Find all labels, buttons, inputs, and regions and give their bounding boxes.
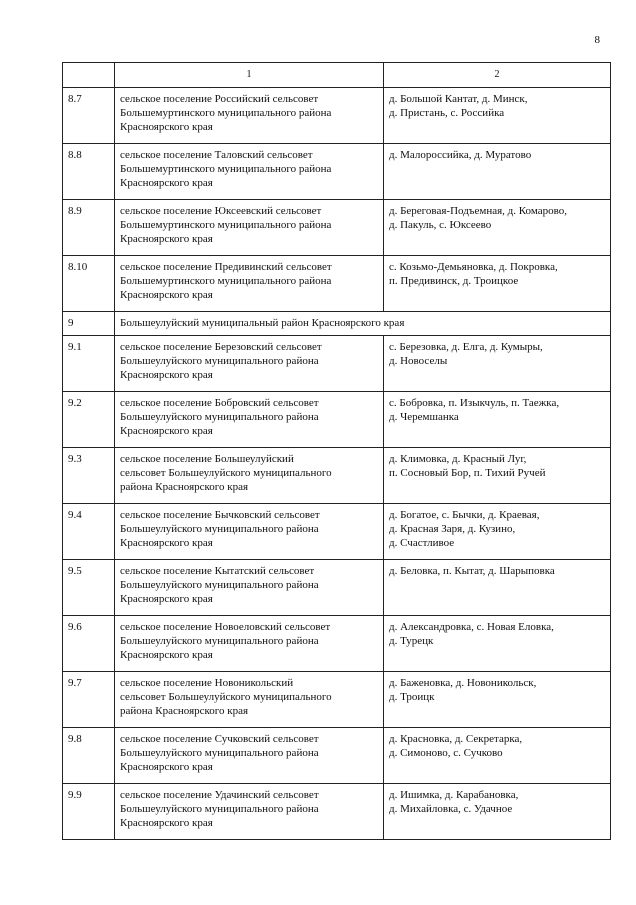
row-number: 9.8: [63, 728, 115, 784]
row-number: 9.7: [63, 672, 115, 728]
table-header-row: [63, 63, 611, 88]
row-number: 8.7: [63, 88, 115, 144]
settlements-list: [384, 392, 611, 448]
settlements-list-text: д. Баженовка, д. Новоникольск, д. Троицк: [389, 677, 537, 703]
settlements-list-text: д. Богатое, с. Бычки, д. Краевая, д. Красная Заря, д. Кузино, д. Счастливое: [389, 509, 540, 549]
municipality-name-text: сельское поселение Бобровский сельсовет Большеулуйского муниципального района Красноярского края: [120, 397, 319, 437]
municipality-name-text: сельское поселение Удачинский сельсовет Большеулуйского муниципального района Красноярского края: [120, 789, 319, 829]
municipality-name-text: сельское поселение Березовский сельсовет Большеулуйского муниципального района Красноярского края: [120, 341, 322, 381]
settlements-list-text: д. Ишимка, д. Карабановка, д. Михайловка, с. Удачное: [389, 789, 519, 815]
municipality-name-text: сельское поселение Кытатский сельсовет Большеулуйского муниципального района Красноярского края: [120, 565, 319, 605]
settlements-list: [384, 448, 611, 504]
table-row: [63, 672, 611, 728]
row-number: 9: [63, 312, 115, 336]
row-number: 9.2: [63, 392, 115, 448]
settlements-table: [62, 62, 611, 840]
row-number: 8.10: [63, 256, 115, 312]
municipality-name-text: сельское поселение Юксеевский сельсовет Большемуртинского муниципального района Красноярского края: [120, 205, 332, 245]
settlements-list-text: с. Козьмо-Демьяновка, д. Покровка, п. Предивинск, д. Троицкое: [389, 261, 558, 287]
municipality-name: [115, 672, 384, 728]
municipality-name: [115, 256, 384, 312]
table-row: [63, 392, 611, 448]
settlements-list-text: с. Березовка, д. Елга, д. Кумыры, д. Новоселы: [389, 341, 543, 367]
page-number: 8: [594, 34, 600, 46]
table-row: [63, 256, 611, 312]
table-row: [63, 336, 611, 392]
header-cell-settlements: 2: [384, 63, 611, 88]
municipality-name-text: сельское поселение Новоникольский сельсовет Большеулуйского муниципального района Красноярского края: [120, 677, 332, 717]
settlements-list-text: д. Малороссийка, д. Муратово: [389, 149, 532, 161]
municipality-name: [115, 784, 384, 840]
municipality-name-text: сельское поселение Новоеловский сельсовет Большеулуйского муниципального района Красноярского края: [120, 621, 331, 661]
row-number: 9.3: [63, 448, 115, 504]
municipality-name: [115, 144, 384, 200]
table-row: [63, 200, 611, 256]
settlements-list-text: д. Береговая-Подъемная, д. Комарово, д. Пакуль, с. Юксеево: [389, 205, 567, 231]
table-row: [63, 728, 611, 784]
settlements-list-text: д. Беловка, п. Кытат, д. Шарыповка: [389, 565, 555, 577]
row-number: 9.1: [63, 336, 115, 392]
table-row: [63, 504, 611, 560]
municipality-name-text: сельское поселение Таловский сельсовет Большемуртинского муниципального района Красноярского края: [120, 149, 332, 189]
municipality-name: [115, 616, 384, 672]
settlements-list: [384, 672, 611, 728]
municipality-name: [115, 448, 384, 504]
settlements-list-text: д. Александровка, с. Новая Еловка, д. Турецк: [389, 621, 554, 647]
row-number: 8.9: [63, 200, 115, 256]
district-row: [63, 312, 611, 336]
municipality-name: [115, 728, 384, 784]
settlements-list: [384, 256, 611, 312]
table-row: [63, 448, 611, 504]
district-name: Большеулуйский муниципальный район Красноярского края: [115, 312, 611, 336]
row-number: 9.5: [63, 560, 115, 616]
row-number: 9.6: [63, 616, 115, 672]
settlements-list-text: д. Большой Кантат, д. Минск, д. Пристань, с. Российка: [389, 93, 528, 119]
row-number: 8.8: [63, 144, 115, 200]
settlements-list-text: д. Красновка, д. Секретарка, д. Симоново, с. Сучково: [389, 733, 523, 759]
settlements-list: [384, 560, 611, 616]
settlements-list: [384, 200, 611, 256]
settlements-list-text: с. Бобровка, п. Изыкчуль, п. Таежка, д. Черемшанка: [389, 397, 560, 423]
municipality-name-text: сельское поселение Бычковский сельсовет Большеулуйского муниципального района Красноярского края: [120, 509, 320, 549]
settlements-list: [384, 144, 611, 200]
settlements-list: [384, 336, 611, 392]
table-row: [63, 616, 611, 672]
settlements-list: [384, 728, 611, 784]
header-cell-number: [63, 63, 115, 88]
settlements-list: [384, 88, 611, 144]
table-row: [63, 88, 611, 144]
municipality-name: [115, 392, 384, 448]
municipality-name-text: сельское поселение Большеулуйский сельсовет Большеулуйского муниципального района Красноярского края: [120, 453, 332, 493]
row-number: 9.9: [63, 784, 115, 840]
table-row: [63, 784, 611, 840]
municipality-name: [115, 560, 384, 616]
table-row: [63, 144, 611, 200]
header-cell-municipality: 1: [115, 63, 384, 88]
municipality-name: [115, 200, 384, 256]
settlements-list: [384, 616, 611, 672]
municipality-name-text: сельское поселение Сучковский сельсовет Большеулуйского муниципального района Красноярского края: [120, 733, 319, 773]
municipality-name: [115, 336, 384, 392]
table-row: [63, 560, 611, 616]
municipality-name-text: сельское поселение Российский сельсовет Большемуртинского муниципального района Красноярского края: [120, 93, 332, 133]
municipality-name: [115, 504, 384, 560]
settlements-list: [384, 784, 611, 840]
settlements-list-text: д. Климовка, д. Красный Луг, п. Сосновый Бор, п. Тихий Ручей: [389, 453, 546, 479]
settlements-list: [384, 504, 611, 560]
municipality-name: [115, 88, 384, 144]
municipality-name-text: сельское поселение Предивинский сельсовет Большемуртинского муниципального района Красноярского края: [120, 261, 332, 301]
row-number: 9.4: [63, 504, 115, 560]
